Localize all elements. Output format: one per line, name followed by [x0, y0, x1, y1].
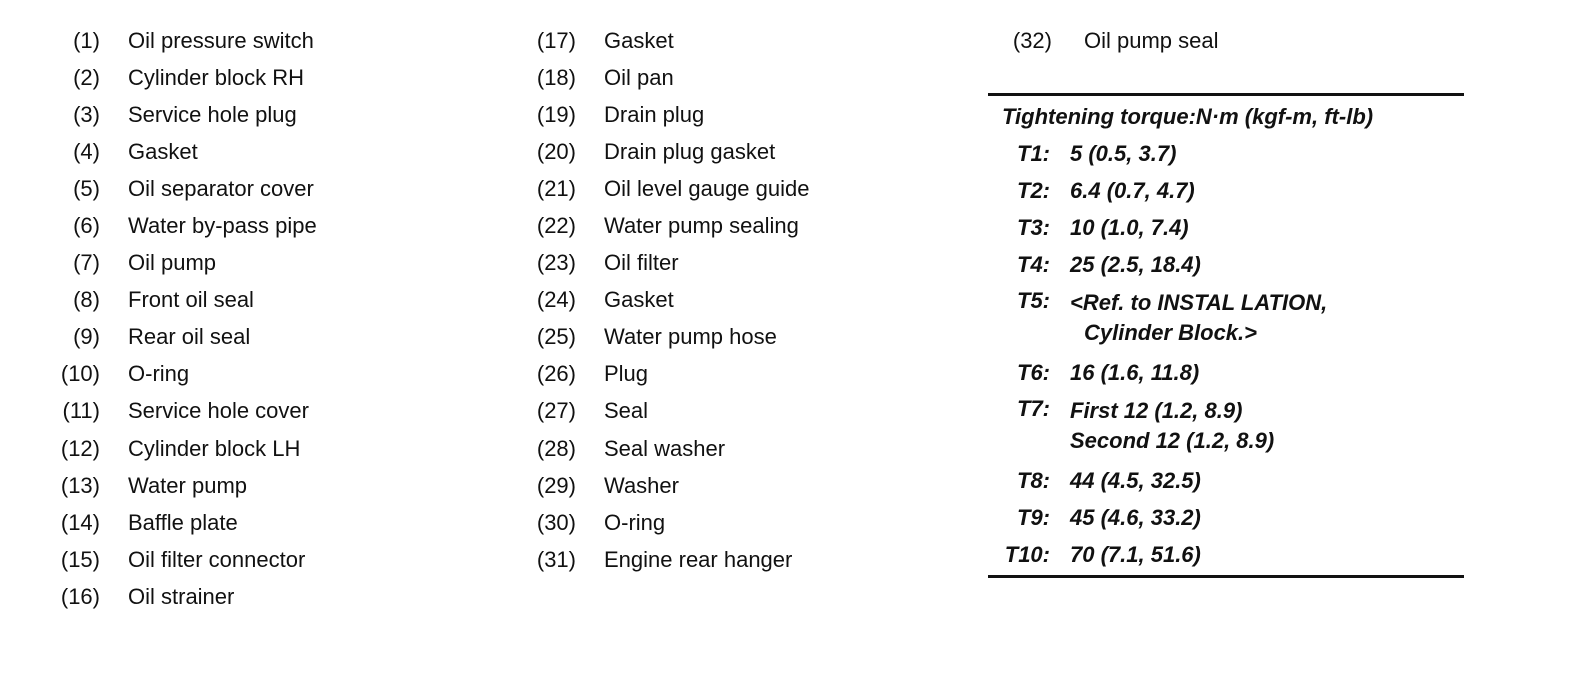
part-list-item: [530, 504, 970, 541]
part-list-item: [530, 170, 970, 207]
parts-list-column-3: [1000, 22, 1480, 59]
torque-value: Cylinder Block.>: [1084, 320, 1258, 345]
part-name: Oil filter connector: [128, 546, 306, 572]
part-list-item: [530, 319, 970, 356]
part-name: Water pump sealing: [604, 213, 799, 239]
part-name: Water pump hose: [604, 324, 777, 350]
torque-value: 25 (2.5, 18.4): [1070, 251, 1201, 277]
part-number: (32): [1012, 27, 1052, 53]
part-number: (26): [536, 361, 576, 387]
part-number: (7): [73, 250, 100, 276]
part-list-item: [56, 59, 496, 96]
torque-value: 44 (4.5, 32.5): [1070, 467, 1201, 493]
part-number: (31): [536, 546, 576, 572]
torque-row: [988, 354, 1464, 391]
torque-label: T2:: [1017, 177, 1050, 203]
part-name: Cylinder block RH: [128, 64, 305, 90]
part-name: Front oil seal: [128, 287, 254, 313]
torque-value: <Ref. to INSTAL LATION,: [1070, 290, 1328, 315]
part-list-item: [56, 133, 496, 170]
part-name: Oil strainer: [128, 583, 235, 609]
part-number: (12): [60, 435, 100, 461]
torque-row: [988, 283, 1464, 354]
part-list-item: [530, 59, 970, 96]
tightening-torque-table: [988, 93, 1464, 578]
torque-row: [988, 135, 1464, 172]
part-name: Seal washer: [604, 435, 726, 461]
part-list-item: [56, 207, 496, 244]
part-number: (29): [536, 472, 576, 498]
part-list-item: [56, 504, 496, 541]
part-list-item: [530, 430, 970, 467]
part-number: (1): [73, 27, 100, 53]
part-name: Oil pump: [128, 250, 217, 276]
part-number: (24): [536, 287, 576, 313]
part-name: Drain plug: [604, 101, 705, 127]
part-number: (5): [73, 175, 100, 201]
part-list-item: [530, 282, 970, 319]
part-number: (10): [60, 361, 100, 387]
part-list-item: [530, 207, 970, 244]
part-name: Oil pressure switch: [128, 27, 314, 53]
part-list-item: [56, 578, 496, 615]
torque-row: [988, 536, 1464, 573]
torque-row: [988, 246, 1464, 283]
part-name: O-ring: [604, 509, 666, 535]
part-list-item: [530, 393, 970, 430]
torque-value: 70 (7.1, 51.6): [1070, 541, 1201, 567]
part-list-item: [56, 22, 496, 59]
part-list-item: [56, 245, 496, 282]
parts-list-column-2: [530, 22, 970, 578]
part-number: (2): [73, 64, 100, 90]
part-list-item: [56, 282, 496, 319]
torque-value: 10 (1.0, 7.4): [1070, 214, 1189, 240]
part-name: Service hole cover: [128, 398, 309, 424]
part-name: Baffle plate: [128, 509, 238, 535]
part-number: (22): [536, 213, 576, 239]
part-number: (27): [536, 398, 576, 424]
part-number: (23): [536, 250, 576, 276]
torque-label: T5:: [1017, 288, 1050, 313]
part-name: Gasket: [604, 27, 674, 53]
part-name: Gasket: [604, 287, 674, 313]
part-list-item: [56, 393, 496, 430]
torque-row: [988, 209, 1464, 246]
torque-label: T3:: [1017, 214, 1050, 240]
torque-value: 6.4 (0.7, 4.7): [1070, 177, 1195, 203]
torque-label: T10:: [1004, 541, 1050, 567]
part-number: (3): [73, 101, 100, 127]
part-list-item: [56, 170, 496, 207]
part-number: (28): [536, 435, 576, 461]
part-number: (15): [60, 546, 100, 572]
part-number: (19): [536, 101, 576, 127]
torque-label: T9:: [1017, 504, 1050, 530]
torque-row: [988, 499, 1464, 536]
part-number: (13): [60, 472, 100, 498]
part-list-item: [56, 467, 496, 504]
torque-row: [988, 462, 1464, 499]
part-name: Plug: [604, 361, 649, 387]
torque-value: 16 (1.6, 11.8): [1070, 359, 1200, 385]
part-number: (25): [536, 324, 576, 350]
part-list-item: [530, 96, 970, 133]
torque-label: T4:: [1017, 251, 1050, 277]
part-list-item: [530, 356, 970, 393]
part-list-item: [56, 430, 496, 467]
torque-label: T8:: [1017, 467, 1050, 493]
torque-row: [988, 172, 1464, 209]
part-list-item: [530, 467, 970, 504]
torque-value: 5 (0.5, 3.7): [1070, 140, 1177, 166]
part-name: Cylinder block LH: [128, 435, 301, 461]
part-name: Drain plug gasket: [604, 138, 776, 164]
part-list-item: [56, 356, 496, 393]
part-list-item: [56, 541, 496, 578]
part-name: Service hole plug: [128, 101, 297, 127]
part-name: Seal: [604, 398, 649, 424]
torque-value: First 12 (1.2, 8.9): [1070, 398, 1243, 423]
part-name: Oil pump seal: [1084, 27, 1219, 53]
part-list-item: [1000, 22, 1480, 59]
part-name: Gasket: [128, 138, 198, 164]
part-name: Oil pan: [604, 64, 674, 90]
part-name: Water pump: [128, 472, 248, 498]
part-number: (21): [536, 175, 576, 201]
part-list-item: [56, 319, 496, 356]
part-name: Washer: [604, 472, 679, 498]
part-number: (16): [60, 583, 100, 609]
part-number: (8): [73, 287, 100, 313]
part-list-item: [530, 541, 970, 578]
part-name: Rear oil seal: [128, 324, 251, 350]
part-number: (6): [73, 213, 100, 239]
part-name: O-ring: [128, 361, 190, 387]
part-name: Oil filter: [604, 250, 679, 276]
torque-row: [988, 391, 1464, 462]
part-name: Oil separator cover: [128, 175, 314, 201]
part-name: Oil level gauge guide: [604, 175, 810, 201]
part-number: (18): [536, 64, 576, 90]
part-list-item: [56, 96, 496, 133]
part-number: (30): [536, 509, 576, 535]
part-list-item: [530, 245, 970, 282]
torque-heading: Tightening torque:N·m (kgf-m, ft-lb): [1002, 103, 1374, 129]
torque-value: Second 12 (1.2, 8.9): [1070, 428, 1275, 453]
torque-value: 45 (4.6, 33.2): [1070, 504, 1201, 530]
part-list-item: [530, 133, 970, 170]
torque-label: T1:: [1017, 140, 1050, 166]
torque-rows: [988, 135, 1464, 573]
part-number: (9): [73, 324, 100, 350]
part-list-item: [530, 22, 970, 59]
part-number: (4): [73, 138, 100, 164]
part-number: (14): [60, 509, 100, 535]
torque-label: T6:: [1017, 359, 1050, 385]
parts-list-column-1: [56, 22, 496, 616]
part-name: Engine rear hanger: [604, 546, 793, 572]
part-name: Water by-pass pipe: [128, 213, 317, 239]
part-number: (11): [62, 398, 100, 424]
torque-label: T7:: [1017, 396, 1050, 421]
part-number: (17): [536, 27, 576, 53]
part-number: (20): [536, 138, 576, 164]
